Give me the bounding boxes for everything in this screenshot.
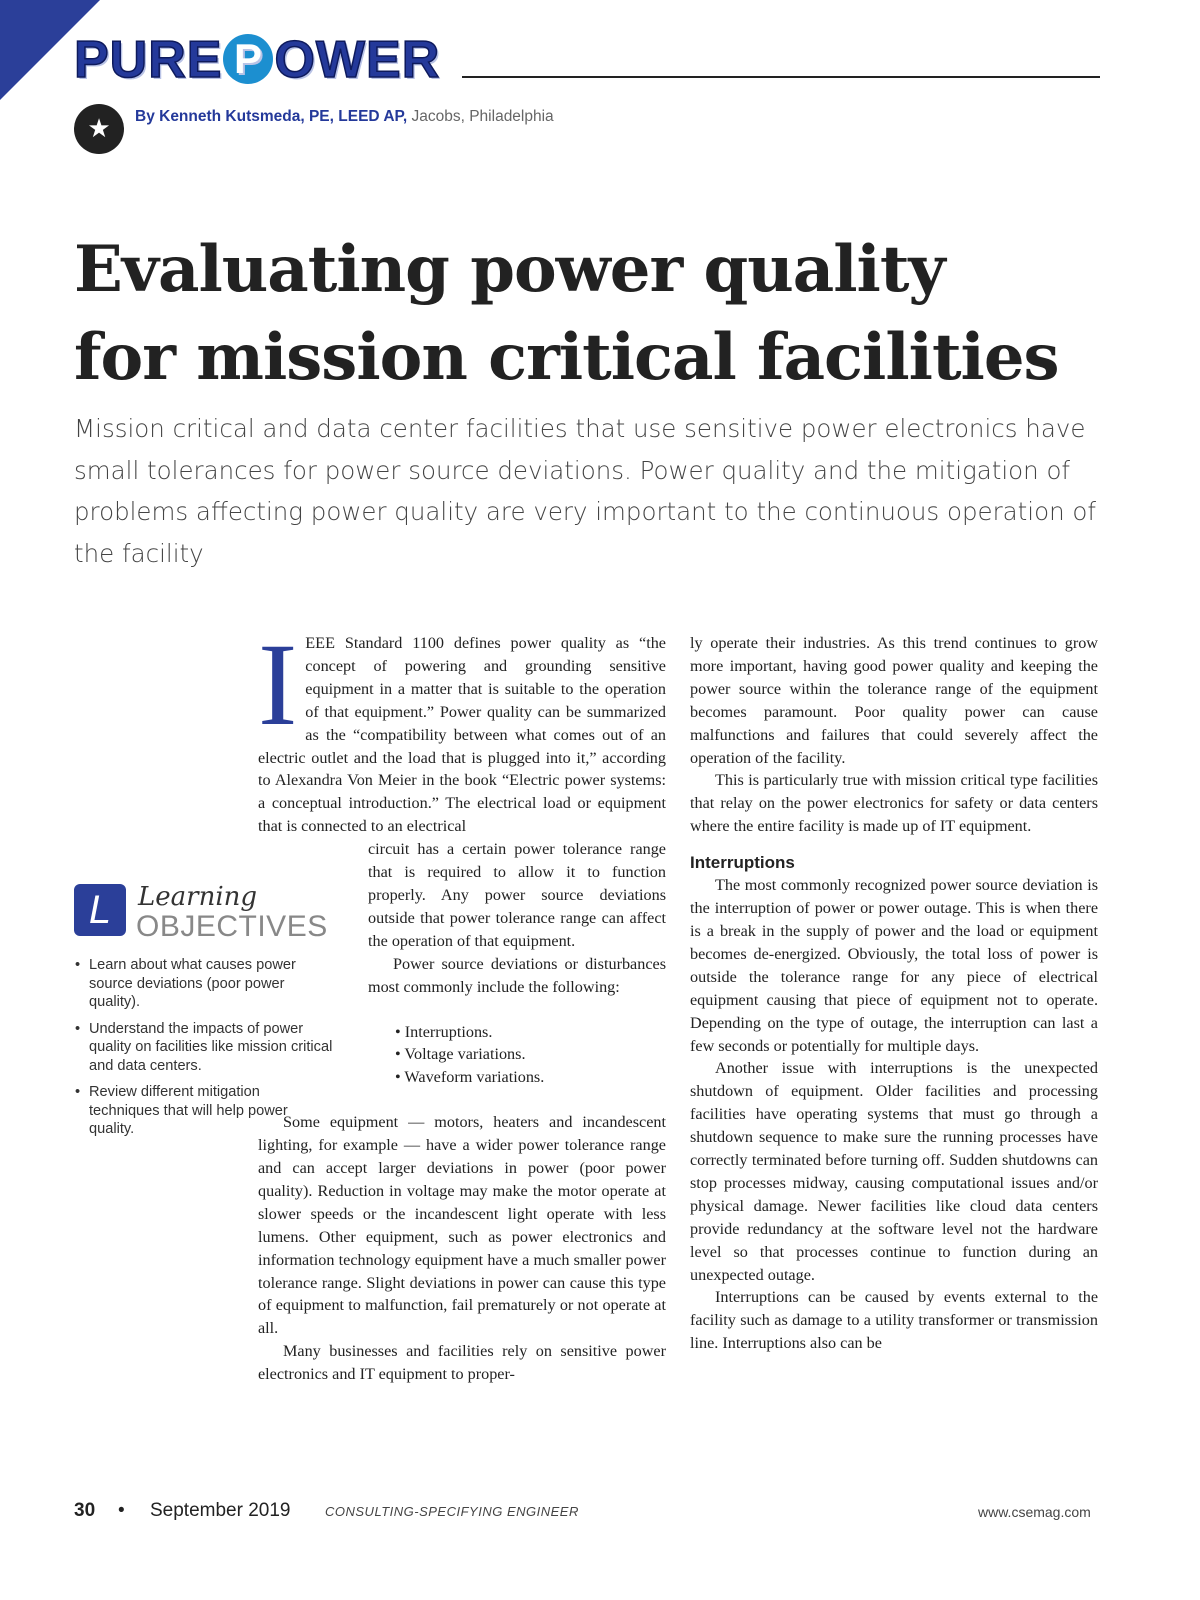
byline <box>135 108 554 126</box>
learning-heading: Learning <box>138 882 258 912</box>
magazine-name: CONSULTING-SPECIFYING ENGINEER <box>325 1504 579 1519</box>
article-deck: Mission critical and data center facilities that use sensitive power electronics have small tolerances for power source deviations. Power quality and the mitigation of problems affecting power quality are very important to the continuous operation of the facility <box>74 414 1097 568</box>
list-item: • Interruptions. <box>395 1021 666 1044</box>
list-item: • Learn about what causes power source deviations (poor power quality). <box>74 956 334 1012</box>
paragraph: Some equipment — motors, heaters and incandescent lighting, for example — have a wider power tolerance range and can accept larger deviations in power (poor power quality). Reduction in voltage may make the motor operate at slower speeds or the incandescent light operate with less lumens. Other equipment, such as power electronics and information technology equipment have a much smaller power tolerance range. Slight deviations in power can cause this type of equipment to malfunction, fail prematurely or not operate at all. <box>258 1113 666 1338</box>
affiliation: Jacobs, Philadelphia <box>411 108 554 125</box>
column-right <box>690 632 1098 1355</box>
paragraph: This is particularly true with mission critical type facilities that relay on the power electronics for safety or data centers where the entire facility is made up of IT equipment. <box>690 771 1098 836</box>
article-title: Evaluating power quality for mission critical facilities <box>74 232 1059 395</box>
issue-date: September 2019 <box>150 1500 291 1521</box>
website-url: www.csemag.com <box>978 1504 1091 1520</box>
drop-cap: I <box>258 619 298 750</box>
paragraph-intro: EEE Standard 1100 defines power quality as “the concept of powering and grounding sensitive equipment in a matter that is suitable to the operation of that equipment.” Power quality can be summarized as the “compatibility between what comes out of an electric outlet and the load that is plugged into it,” according to Alexandra Von Meier in the book “Electric power systems: a conceptual introduction.” The electrical load or equipment that is connected to an electrical <box>258 634 666 836</box>
header-rule <box>462 76 1100 78</box>
objectives-heading: OBJECTIVES <box>136 910 328 943</box>
list-item: • Understand the impacts of power quality on facilities like mission critical and data centers. <box>74 1020 334 1076</box>
footer-bullet: • <box>118 1500 125 1521</box>
peer-reviewed-seal-icon: ★ <box>74 104 124 154</box>
objectives-list <box>74 956 334 1139</box>
list-item: • Voltage variations. <box>395 1043 666 1066</box>
paragraph: Interruptions can be caused by events external to the facility such as damage to a utility transformer or transmission line. Interruptions also can be <box>690 1288 1098 1353</box>
paragraph: Many businesses and facilities rely on sensitive power electronics and IT equipment to proper- <box>258 1342 666 1384</box>
brand-logo: PURE P OWER <box>74 31 441 89</box>
paragraph: Another issue with interruptions is the unexpected shutdown of equipment. Older facilities and processing facilities have operating systems that must go through a shutdown sequence to make sure the running processes have correctly terminated before turning off. Sudden shutdowns can stop processes midway, causing computational issues and/or physical damage. Newer facilities like cloud data centers provide redundancy at the software level not the hardware level so that processes continue to function during an unexpected outage. <box>690 1059 1098 1284</box>
section-heading: Interruptions <box>690 853 795 873</box>
learning-badge-icon: L <box>74 884 126 936</box>
page-number: 30 <box>74 1500 96 1521</box>
paragraph: ly operate their industries. As this trend continues to grow more important, having good power quality and keeping the power source within the tolerance range of the equipment becomes paramount. Poor quality power can cause malfunctions and failures that could severely affect the operation of the facility. <box>690 634 1098 767</box>
author: By Kenneth Kutsmeda, PE, LEED AP, <box>135 108 408 125</box>
list-item: • Review different mitigation techniques that will help power quality. <box>74 1083 334 1139</box>
learning-objectives <box>74 884 334 1147</box>
paragraph: The most commonly recognized power source deviation is the interruption of power or power outage. This is when there is a break in the supply of power and the load or equipment becomes de-energized. Obviously, the total loss of power is outside the tolerance range for any piece of electrical equipment causing that piece of equipment not to operate. Depending on the type of outage, the interruption can last a few seconds or potentially for multiple days. <box>690 876 1098 1055</box>
list-item: • Waveform variations. <box>395 1066 666 1089</box>
indented-block: circuit has a certain power tolerance range that is required to allow it to function properly. Any power source deviations outside that power tolerance range can affect the operation of that equipment. Power source deviations or disturbances most commonly include the following: <box>368 840 666 996</box>
